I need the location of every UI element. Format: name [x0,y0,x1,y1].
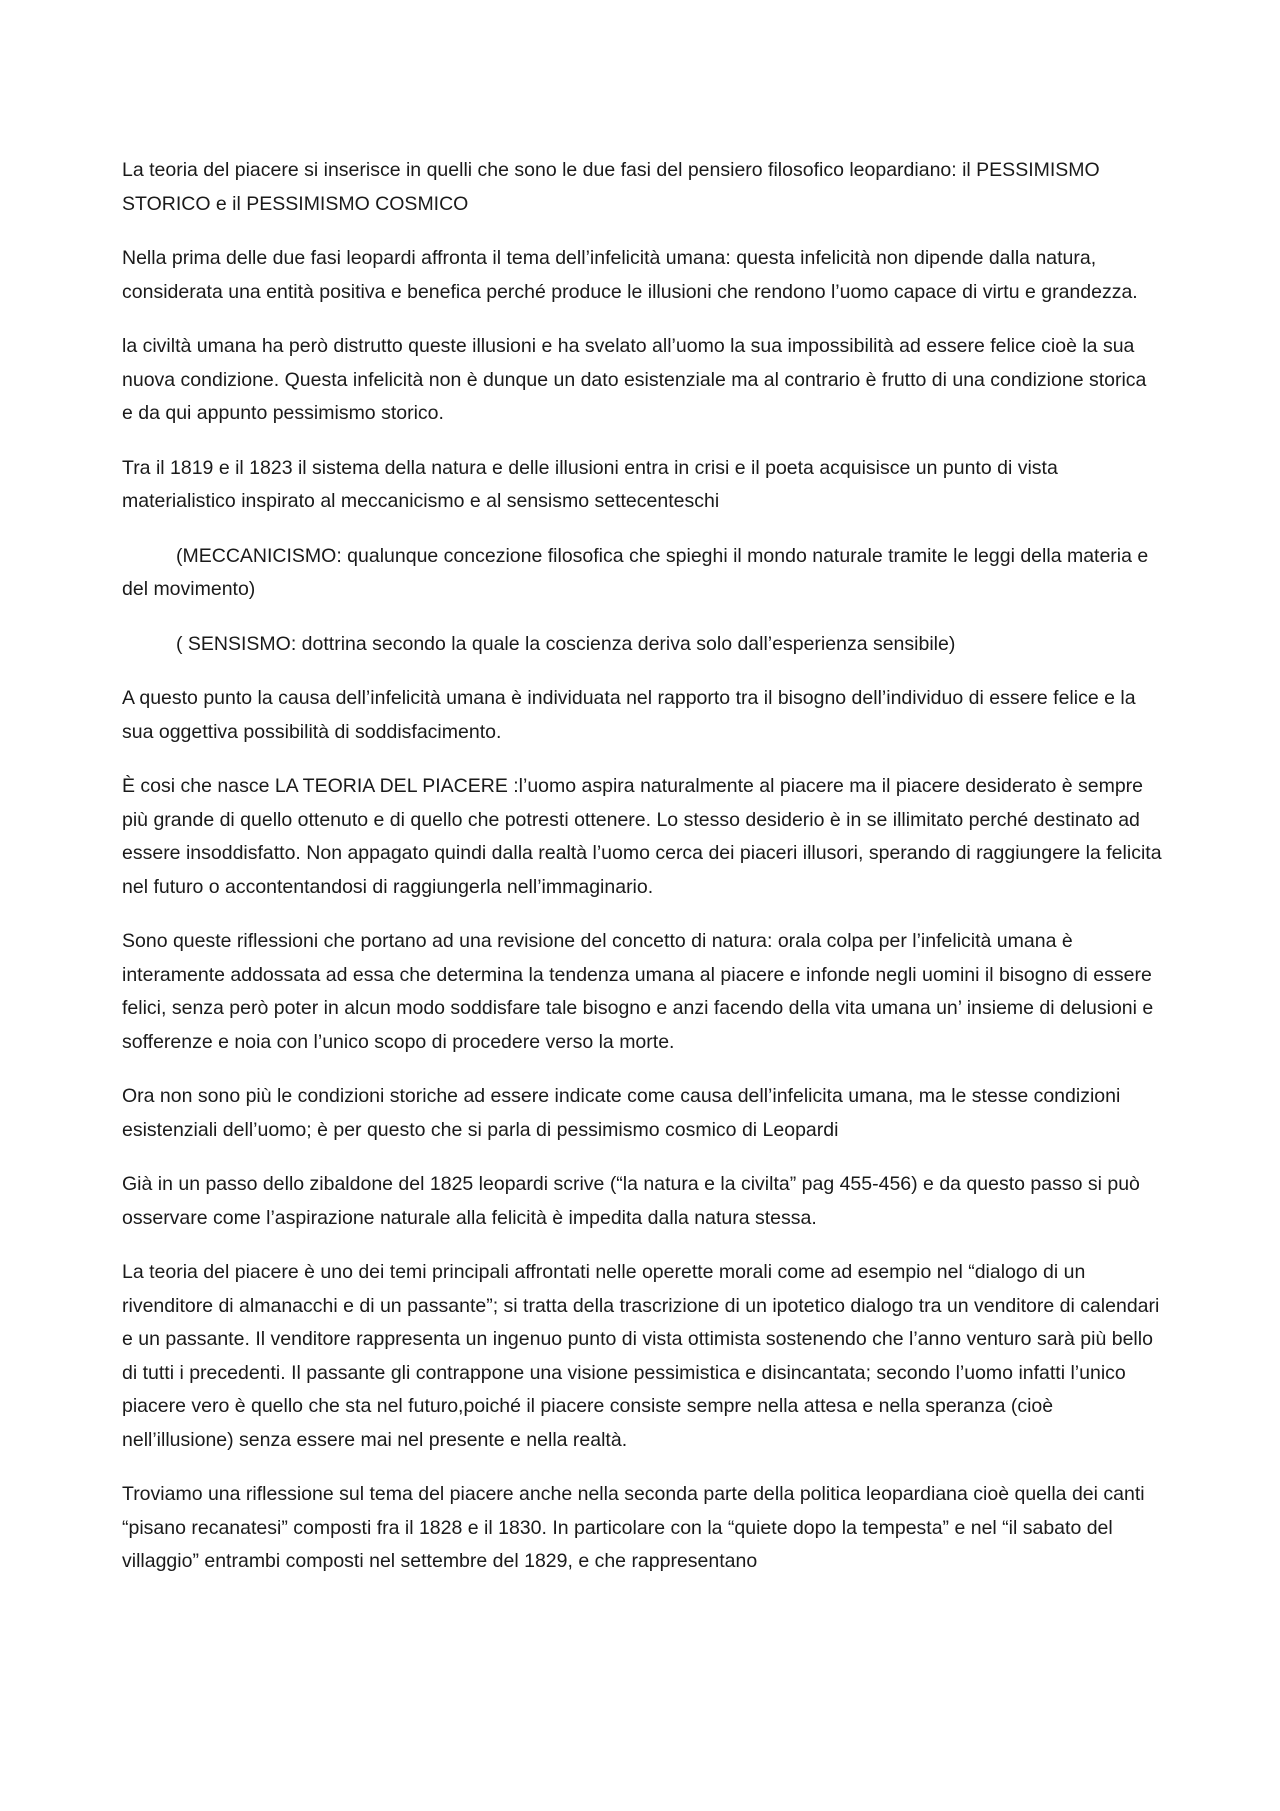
paragraph-causa: A questo punto la causa dell’infelicità umana è individuata nel rapporto tra il bisogno dell’individuo di essere felice e la sua oggettiva possibilità di soddisfacimento. [122,687,1136,743]
paragraph-intro: La teoria del piacere si inserisce in quelli che sono le due fasi del pensiero filosofico leopardiano: il PESSIMISMO STORICO e il PESSIMISMO COSMICO [122,159,1100,215]
paragraph-teoria-piacere: È cosi che nasce LA TEORIA DEL PIACERE :l’uomo aspira naturalmente al piacere ma il piacere desiderato è sempre più grande di quello ottenuto e di quello che potresti ottenere. Lo stesso desiderio è in se illimitato perché destinato ad essere insoddisfatto. Non appagato quindi dalla realtà l’uomo cerca dei piaceri illusori, sperando di raggiungere la felicita nel futuro o accontentandosi di raggiungerla nell’immaginario. [122,775,1162,898]
paragraph-meccanicismo-note: (MECCANICISMO: qualunque concezione filosofica che spieghi il mondo naturale tramite le leggi della materia e del movimento) [122,544,1149,600]
paragraph-pessimismo-cosmico: Ora non sono più le condizioni storiche ad essere indicate come causa dell’infelicita umana, ma le stesse condizioni esistenziali dell’uomo; è per questo che si parla di pessimismo cosmico di Leopardi [122,1085,1121,1141]
paragraph-sensismo-note: ( SENSISMO: dottrina secondo la quale la coscienza deriva solo dall’esperienza sensibile) [176,632,956,655]
paragraph-canti: Troviamo una riflessione sul tema del piacere anche nella seconda parte della politica leopardiana cioè quella dei canti “pisano recanatesi” composti fra il 1828 e il 1830. In particolare con la “quiete dopo la tempesta” e nel “il sabato del villaggio” entrambi composti nel settembre del 1829, e che rappresentano [122,1483,1145,1572]
paragraph-revisione-natura: Sono queste riflessioni che portano ad una revisione del concetto di natura: orala colpa per l’infelicità umana è interamente addossata ad essa che determina la tendenza umana al piacere e infonde negli uomini il bisogno di essere felici, senza però poter in alcun modo soddisfare tale bisogno e anzi facendo della vita umana un’ insieme di delusioni e sofferenze e noia con l’unico scopo di procedere verso la morte. [122,930,1154,1053]
paragraph-pessimismo-storico: Nella prima delle due fasi leopardi affronta il tema dell’infelicità umana: questa infelicità non dipende dalla natura, considerata una entità positiva e benefica perché produce le illusioni che rendono l’uomo capace di virtu e grandezza. [122,247,1138,303]
paragraph-crisi: Tra il 1819 e il 1823 il sistema della natura e delle illusioni entra in crisi e il poeta acquisisce un punto di vista materialistico inspirato al meccanicismo e al sensismo settecenteschi [122,456,1058,512]
paragraph-operette-morali: La teoria del piacere è uno dei temi principali affrontati nelle operette morali come ad esempio nel “dialogo di un rivenditore di almanacchi e di un passante”; si tratta della trascrizione di un ipotetico dialogo tra un venditore di calendari e un passante. Il venditore rappresenta un ingenuo punto di vista ottimista sostenendo che l’anno venturo sarà più bello di tutti i precedenti. Il passante gli contrappone una visione pessimistica e disincantata; secondo l’uomo infatti l’unico piacere vero è quello che sta nel futuro,poiché il piacere consiste sempre nella attesa e nella speranza (cioè nell’illusione) senza essere mai nel presente e nella realtà. [122,1261,1160,1451]
paragraph-civilta: la civiltà umana ha però distrutto queste illusioni e ha svelato all’uomo la sua impossibilità ad essere felice cioè la sua nuova condizione. Questa infelicità non è dunque un dato esistenziale ma al contrario è frutto di una condizione storica e da qui appunto pessimismo storico. [122,335,1147,424]
paragraph-zibaldone: Già in un passo dello zibaldone del 1825 leopardi scrive (“la natura e la civilta” pag 455-456) e da questo passo si può osservare come l’aspirazione naturale alla felicità è impedita dalla natura stessa. [122,1173,1140,1229]
document-body [122,154,1162,1600]
